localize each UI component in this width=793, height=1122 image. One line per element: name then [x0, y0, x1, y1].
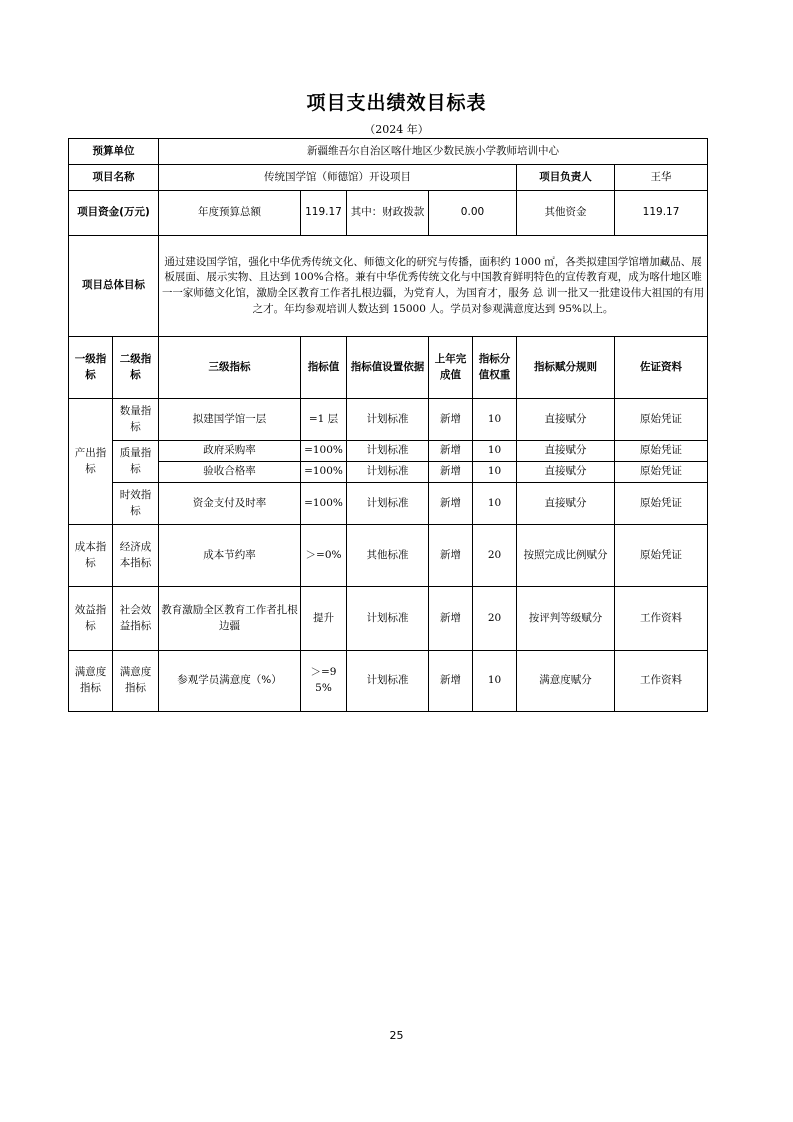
- table-row: [69, 483, 708, 525]
- indicator-evidence: 工作资料: [615, 587, 708, 651]
- indicator-rule: 直接赋分: [517, 399, 615, 441]
- indicator-last-year: 新增: [429, 525, 473, 587]
- indicator-evidence: 原始凭证: [615, 483, 708, 525]
- table-row: [69, 399, 708, 441]
- indicator-name: 政府采购率: [159, 441, 301, 462]
- header-level2: 二级指标: [113, 337, 159, 399]
- indicator-value: ＞=95%: [301, 651, 347, 712]
- fiscal-allocation-value: 0.00: [429, 191, 517, 236]
- page-number: 25: [389, 1029, 404, 1042]
- indicator-basis: 计划标准: [347, 399, 429, 441]
- indicator-evidence: 工作资料: [615, 651, 708, 712]
- overall-goal-label: 项目总体目标: [69, 236, 159, 337]
- indicator-weight: 10: [473, 483, 517, 525]
- indicator-name: 资金支付及时率: [159, 483, 301, 525]
- overall-goal-text: 通过建设国学馆，强化中华优秀传统文化、师德文化的研究与传播，面积约 1000 ㎡，各类拟建国学馆增加藏品、展板展面、展示实物、且达到 100%合格。兼有中华优秀传统文化与中国教育鲜明特色的宣传教育观，成为喀什地区唯一一家师德文化馆，激励全区教育工作者扎根边疆，为党育人，为国育才，服务 总 训一批又一批建设伟大祖国的有用之才。年均参观培训人数达到 15000 人。学员对参观满意度达到 95%以上。: [159, 236, 708, 337]
- subgroup-social-benefit: 社会效益指标: [113, 587, 159, 651]
- indicator-last-year: 新增: [429, 399, 473, 441]
- indicator-basis: 计划标准: [347, 441, 429, 462]
- indicator-rule: 按照完成比例赋分: [517, 525, 615, 587]
- indicator-rule: 直接赋分: [517, 462, 615, 483]
- project-name-label: 项目名称: [69, 165, 159, 191]
- header-evidence: 佐证资料: [615, 337, 708, 399]
- indicator-weight: 10: [473, 399, 517, 441]
- indicator-evidence: 原始凭证: [615, 399, 708, 441]
- indicator-last-year: 新增: [429, 441, 473, 462]
- group-cost: 成本指标: [69, 525, 113, 587]
- project-leader-label: 项目负责人: [517, 165, 615, 191]
- table-row: [69, 525, 708, 587]
- indicator-name: 拟建国学馆一层: [159, 399, 301, 441]
- indicator-basis: 其他标准: [347, 525, 429, 587]
- header-basis: 指标值设置依据: [347, 337, 429, 399]
- indicator-rule: 满意度赋分: [517, 651, 615, 712]
- budget-unit-label: 预算单位: [69, 139, 159, 165]
- indicator-weight: 20: [473, 587, 517, 651]
- indicator-rule: 直接赋分: [517, 441, 615, 462]
- indicator-weight: 10: [473, 651, 517, 712]
- indicator-value: 提升: [301, 587, 347, 651]
- indicator-last-year: 新增: [429, 462, 473, 483]
- project-name-value: 传统国学馆（师德馆）开设项目: [159, 165, 517, 191]
- indicator-last-year: 新增: [429, 651, 473, 712]
- table-row: [69, 441, 708, 462]
- indicator-weight: 10: [473, 462, 517, 483]
- project-leader-value: 王华: [615, 165, 708, 191]
- indicator-evidence: 原始凭证: [615, 462, 708, 483]
- indicator-evidence: 原始凭证: [615, 525, 708, 587]
- header-level3: 三级指标: [159, 337, 301, 399]
- indicator-basis: 计划标准: [347, 651, 429, 712]
- header-value: 指标值: [301, 337, 347, 399]
- other-funds-value: 119.17: [615, 191, 708, 236]
- project-funds-label: 项目资金(万元): [69, 191, 159, 236]
- fiscal-allocation-label: 其中：财政拨款: [347, 191, 429, 236]
- document-title: 项目支出绩效目标表: [306, 92, 487, 114]
- header-last-year: 上年完成值: [429, 337, 473, 399]
- indicator-weight: 10: [473, 441, 517, 462]
- table-row: [69, 587, 708, 651]
- header-rule: 指标赋分规则: [517, 337, 615, 399]
- subgroup-quantity: 数量指标: [113, 399, 159, 441]
- indicator-value: =100%: [301, 462, 347, 483]
- indicator-last-year: 新增: [429, 483, 473, 525]
- group-output: 产出指标: [69, 399, 113, 525]
- table-row: [69, 651, 708, 712]
- annual-budget-label: 年度预算总额: [159, 191, 301, 236]
- subgroup-economic-cost: 经济成本指标: [113, 525, 159, 587]
- indicator-evidence: 原始凭证: [615, 441, 708, 462]
- indicator-value: =100%: [301, 441, 347, 462]
- subgroup-satisfaction: 满意度指标: [113, 651, 159, 712]
- other-funds-label: 其他资金: [517, 191, 615, 236]
- indicator-basis: 计划标准: [347, 483, 429, 525]
- budget-unit-value: 新疆维吾尔自治区喀什地区少数民族小学教师培训中心: [159, 139, 708, 165]
- indicator-basis: 计划标准: [347, 587, 429, 651]
- indicator-value: =100%: [301, 483, 347, 525]
- indicator-last-year: 新增: [429, 587, 473, 651]
- indicator-value: ＞=0%: [301, 525, 347, 587]
- subgroup-timeliness: 时效指标: [113, 483, 159, 525]
- header-weight: 指标分值权重: [473, 337, 517, 399]
- indicator-name: 成本节约率: [159, 525, 301, 587]
- document-year: （2024 年）: [364, 123, 429, 136]
- indicator-name: 验收合格率: [159, 462, 301, 483]
- indicator-value: =1 层: [301, 399, 347, 441]
- table-row: [69, 462, 708, 483]
- annual-budget-value: 119.17: [301, 191, 347, 236]
- indicator-name: 教育激励全区教育工作者扎根边疆: [159, 587, 301, 651]
- indicator-rule: 按评判等级赋分: [517, 587, 615, 651]
- group-benefit: 效益指标: [69, 587, 113, 651]
- indicator-rule: 直接赋分: [517, 483, 615, 525]
- performance-table: [68, 138, 708, 712]
- header-level1: 一级指标: [69, 337, 113, 399]
- indicator-basis: 计划标准: [347, 462, 429, 483]
- indicator-weight: 20: [473, 525, 517, 587]
- subgroup-quality: 质量指标: [113, 441, 159, 483]
- indicator-name: 参观学员满意度（%）: [159, 651, 301, 712]
- group-satisfaction: 满意度指标: [69, 651, 113, 712]
